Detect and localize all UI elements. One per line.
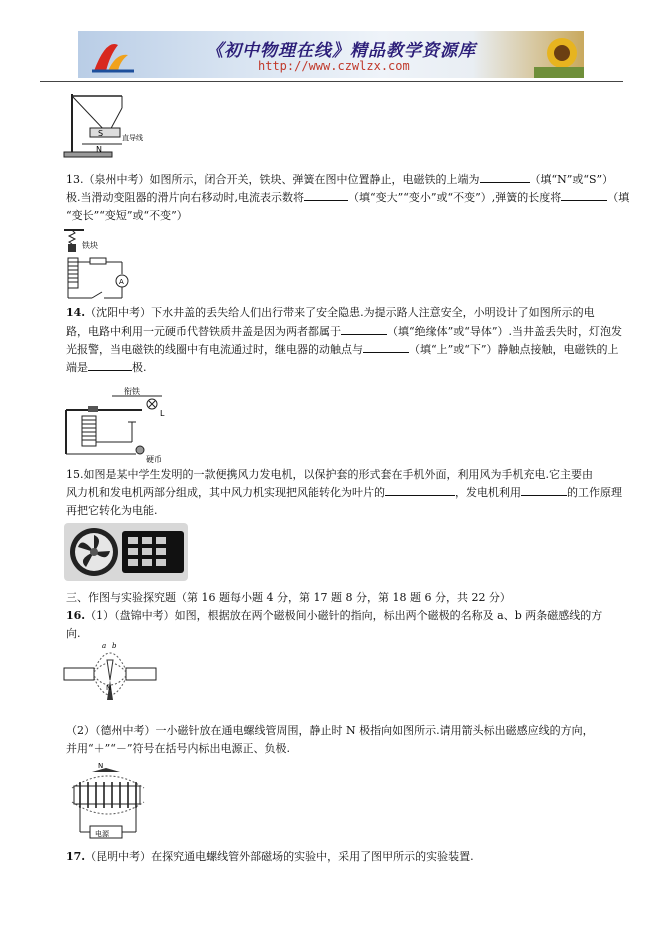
logo-icon xyxy=(88,35,138,75)
header-banner xyxy=(78,31,584,78)
q12-figure xyxy=(62,88,152,160)
q16-fig2-label-power: 电源 xyxy=(95,830,109,838)
header-title: 《初中物理在线》精品教学资源库 xyxy=(206,41,476,61)
header-url[interactable]: http://www.czwlzx.com xyxy=(258,59,410,73)
q16-line2: 向. xyxy=(66,627,81,640)
sunflower-icon xyxy=(534,31,584,78)
q14-label-coin: 硬币 xyxy=(146,455,162,464)
q14-figure xyxy=(62,382,182,464)
q13-line2: 极.当滑动变阻器的滑片向右移动时,电流表示数将 （填“变大”“变小”或“不变”）,弹簧的长度将 （填 xyxy=(66,191,630,204)
q16-line4: 并用“＋”“－”符号在括号内标出电源正、负极. xyxy=(66,742,290,755)
q15-line1: 15.如图是某中学生发明的一款便携风力发电机，以保护套的形式套在手机外面，利用风为手机充电.它主要由 xyxy=(66,468,593,481)
section3-title: 三、作图与实验探究题（第 16 题每小题 4 分，第 17 题 8 分，第 18 题 6 分，共 22 分） xyxy=(66,591,511,604)
q14-line4: 端是 极. xyxy=(66,361,147,374)
q15-line2: 风力机和发电机两部分组成，其中风力机实现把风能转化为叶片的 ，发电机利用 的工作原理 xyxy=(66,486,622,499)
q15-wind-generator-image xyxy=(64,523,188,581)
header-rule xyxy=(40,81,623,82)
q13-line3: “变长”“变短”或“不变”） xyxy=(66,209,188,222)
q14-label-iron: 衔铁 xyxy=(124,387,140,396)
q12-label-n: N xyxy=(96,145,102,154)
q13-line1: 13.（泉州中考）如图所示，闭合开关，铁块、弹簧在图中位置静止，电磁铁的上端为 （填“N”或“S”） xyxy=(66,173,614,186)
q16-line1: 16.（1）（盘锦中考）如图，根据放在两个磁极间小磁针的指向，标出两个磁极的名称及 a、b 两条磁感线的方 xyxy=(66,609,603,622)
q13-label-iron: 铁块 xyxy=(82,241,98,250)
q16-figure1 xyxy=(62,640,158,714)
q16-figure2 xyxy=(62,760,154,844)
q16-fig2-label-n: N xyxy=(98,762,104,770)
q14-line3: 光报警，当电磁铁的线圈中有电流通过时，继电器的动触点与 （填“上”或“下”）静触点接触，电磁铁的上 xyxy=(66,343,619,356)
q12-label-wire: 直导线 xyxy=(122,134,143,142)
q16-label-n: N xyxy=(106,684,112,692)
q14-line1: 14.（沈阳中考）下水井盖的丢失给人们出行带来了安全隐患.为提示路人注意安全，小明设计了如图所示的电 xyxy=(66,306,595,319)
q15-line3: 再把它转化为电能. xyxy=(66,504,158,517)
q17-line1: 17.（昆明中考）在探究通电螺线管外部磁场的实验中，采用了图甲所示的实验装置. xyxy=(66,850,474,863)
q14-line2: 路，电路中利用一元硬币代替铁质井盖是因为两者都属于 （填“绝缘体”或“导体”）.当井盖丢失时，灯泡发 xyxy=(66,325,622,338)
q13-label-a: A xyxy=(119,278,124,286)
q16-label-a: a xyxy=(102,642,107,650)
q12-label-s: S xyxy=(98,129,104,138)
q13-figure xyxy=(62,228,132,304)
q14-label-l: L xyxy=(160,409,165,418)
q16-line3: （2）（德州中考）一小磁针放在通电螺线管周围，静止时 N 极指向如图所示.请用箭头标出磁感应线的方向， xyxy=(66,724,594,737)
q16-label-b: b xyxy=(112,642,117,650)
